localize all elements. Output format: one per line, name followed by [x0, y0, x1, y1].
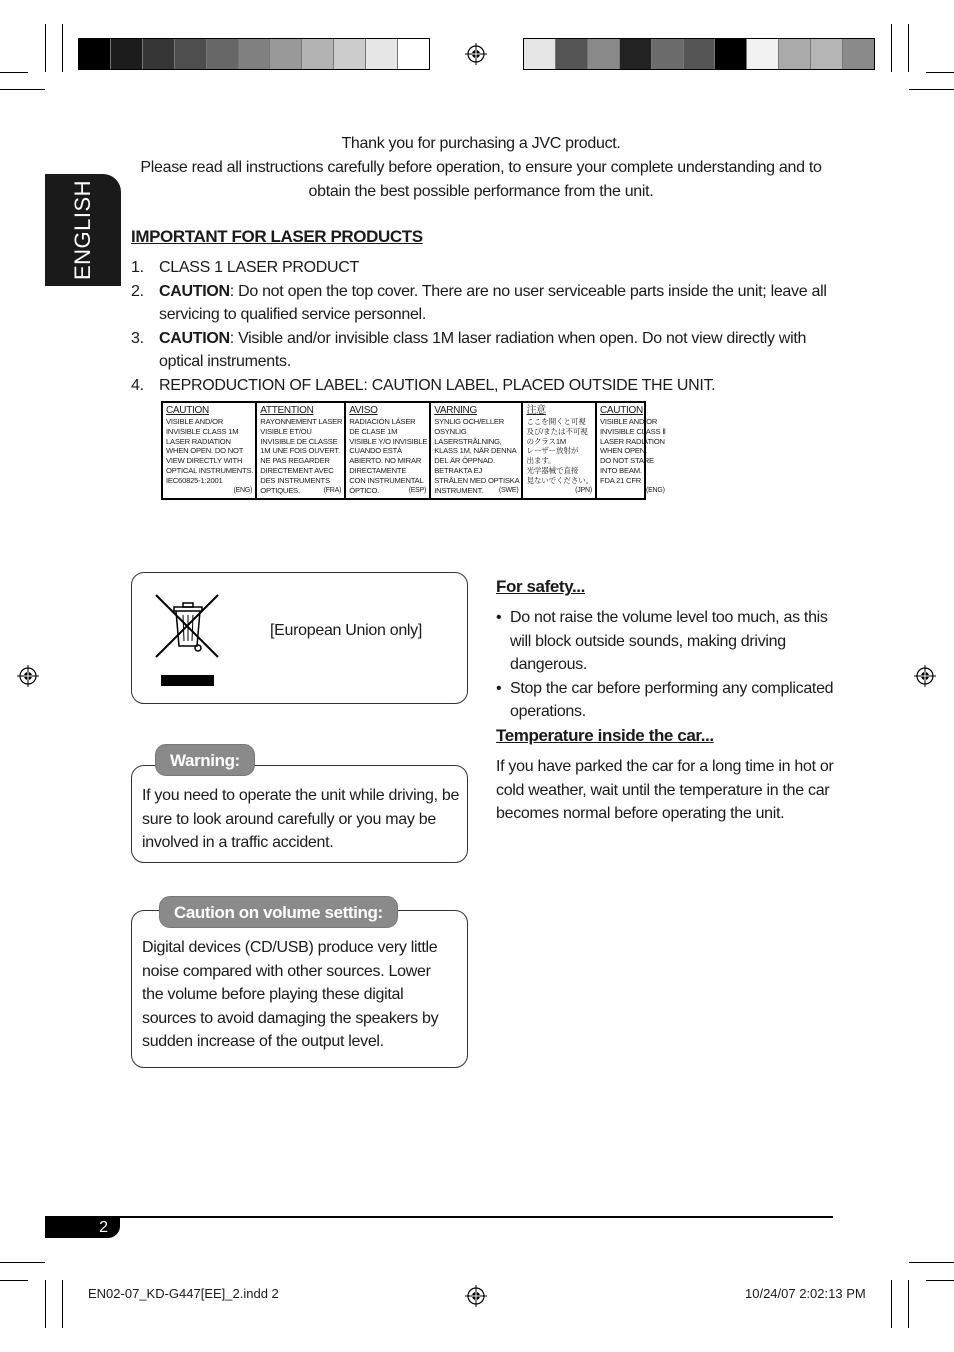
color-swatch — [588, 39, 620, 69]
registration-mark-icon — [465, 1285, 487, 1307]
color-swatch — [715, 39, 747, 69]
color-swatch — [684, 39, 716, 69]
list-text: : Do not open the top cover. There are no user serviceable parts inside the unit; leave all servicing to qualified service personnel. — [159, 282, 827, 323]
list-item — [131, 280, 831, 327]
label-language-tag: (ESP) — [408, 487, 427, 495]
volume-caution-box — [131, 910, 468, 1068]
crop-mark — [0, 72, 28, 73]
crop-mark — [45, 1280, 46, 1328]
label-line: OPTICAL INSTRUMENTS. — [166, 465, 254, 475]
language-tab — [45, 174, 121, 286]
label-column — [431, 403, 523, 498]
label-line: LASER RADIATION — [166, 436, 231, 446]
crop-mark — [908, 1280, 909, 1328]
label-line: DIRECTEMENT AVEC — [260, 465, 334, 475]
label-line: ÓPTICO. — [349, 485, 380, 495]
label-line: LASER RADIATION — [600, 436, 665, 446]
label-line: 1M UNE FOIS OUVERT. — [260, 446, 340, 456]
color-swatch — [79, 39, 111, 69]
label-line: のクラス1M — [526, 436, 566, 446]
eu-disposal-box — [131, 572, 468, 704]
slug-date: 10/24/07 2:02:13 PM — [745, 1286, 866, 1301]
color-swatch — [620, 39, 652, 69]
eu-bar — [161, 675, 214, 686]
label-line: LASERSTRÅLNING, — [434, 436, 502, 446]
laser-heading: IMPORTANT FOR LASER PRODUCTS — [131, 227, 423, 246]
label-line: DES INSTRUMENTS — [260, 475, 330, 485]
list-item — [131, 256, 831, 280]
label-column — [163, 403, 257, 498]
color-swatch — [207, 39, 239, 69]
color-swatch — [111, 39, 143, 69]
warning-text: If you need to operate the unit while driving, be sure to look around carefully or you may be involved in a traffic accident. — [142, 787, 460, 851]
list-number: 2. — [131, 282, 144, 300]
label-line: 出ます。 — [526, 456, 556, 466]
label-language-tag: (ENG) — [645, 487, 665, 495]
laser-caution-label — [161, 401, 666, 500]
color-swatch — [143, 39, 175, 69]
crop-mark — [926, 1280, 954, 1281]
label-line: ABIERTO. NO MIRAR — [349, 456, 422, 466]
color-swatch — [302, 39, 334, 69]
list-item: • Stop the car before performing any complicated operations. — [496, 677, 836, 724]
crop-mark — [926, 72, 954, 73]
label-line: CUANDO ESTÁ — [349, 446, 402, 456]
list-item — [131, 327, 831, 374]
warning-title: Warning: — [155, 744, 255, 776]
label-column — [257, 403, 346, 498]
color-swatch — [556, 39, 588, 69]
crop-mark — [45, 24, 46, 72]
crop-mark — [62, 24, 63, 72]
label-line: レーザー放射が — [526, 446, 579, 456]
label-column — [346, 403, 431, 498]
color-swatch — [843, 39, 874, 69]
label-line: BETRAKTA EJ — [434, 465, 483, 475]
label-line: VISIBLE AND/OR — [600, 417, 658, 426]
page-number: 2 — [45, 1218, 120, 1238]
intro-line-1: Thank you for purchasing a JVC product. — [341, 135, 621, 152]
label-column — [597, 403, 668, 498]
color-swatch — [398, 39, 429, 69]
label-line: DE CLASE 1M — [349, 426, 398, 436]
list-number: 3. — [131, 329, 144, 347]
list-text: CLASS 1 LASER PRODUCT — [159, 259, 359, 276]
crop-mark — [909, 1262, 954, 1263]
list-bold: CAUTION — [159, 282, 230, 300]
label-column-title: ATTENTION — [260, 405, 314, 416]
language-tab-label: ENGLISH — [70, 179, 95, 281]
crossed-out-wheelie-bin-icon — [152, 591, 222, 661]
registration-mark-icon — [465, 43, 487, 65]
warning-box — [131, 765, 468, 863]
color-swatch — [652, 39, 684, 69]
crop-mark — [909, 89, 954, 90]
label-line: WHEN OPEN. DO NOT — [166, 446, 244, 456]
color-swatch — [270, 39, 302, 69]
label-column-title: AVISO — [349, 405, 378, 416]
label-column-title: CAUTION — [166, 405, 209, 416]
color-swatch — [779, 39, 811, 69]
crop-mark — [0, 1280, 28, 1281]
list-text: : Visible and/or invisible class 1M laser radiation when open. Do not view directly with optical instruments. — [159, 329, 807, 370]
label-line: RADIACIÓN LÁSER — [349, 417, 416, 426]
label-line: INVISIBLE CLASS 1M — [166, 426, 239, 436]
label-language-tag: (JPN) — [575, 487, 593, 495]
label-line: SYNLIG OCH/ELLER — [434, 417, 505, 426]
footer-rule — [45, 1216, 833, 1218]
color-swatch — [175, 39, 207, 69]
label-language-tag: (FRA) — [323, 487, 342, 495]
label-line: DIRECTAMENTE — [349, 465, 407, 475]
label-line: OPTIQUES. — [260, 485, 300, 495]
label-line: 見ないでください。 — [526, 475, 594, 485]
crop-mark — [62, 1280, 63, 1328]
label-line: NE PAS REGARDER — [260, 456, 330, 466]
eu-text: [European Union only] — [270, 622, 423, 639]
label-line: 及び/または不可視 — [526, 426, 588, 436]
slug-file: EN02-07_KD-G447[EE]_2.indd 2 — [88, 1286, 279, 1301]
list-number: 1. — [131, 259, 144, 276]
list-item: • Do not raise the volume level too much, as this will block outside sounds, making driving dangerous. — [496, 606, 836, 677]
temperature-text: If you have parked the car for a long time in hot or cold weather, wait until the temperature in the car becomes normal before operating the unit. — [496, 758, 834, 822]
label-line: CON INSTRUMENTAL — [349, 475, 424, 485]
temperature-heading: Temperature inside the car... — [496, 726, 714, 745]
label-line: VISIBLE AND/OR — [166, 417, 224, 426]
color-swatch — [747, 39, 779, 69]
label-line: IEC60825-1:2001 — [166, 475, 223, 485]
color-swatch — [524, 39, 556, 69]
label-line: INSTRUMENT. — [434, 485, 484, 495]
label-column-title: VARNING — [434, 405, 477, 416]
volume-text: Digital devices (CD/USB) produce very little noise compared with other sources. Lower the volume before playing these digital sources to avoid damaging the speakers by sudden increase of the output level. — [142, 939, 439, 1050]
list-text: REPRODUCTION OF LABEL: CAUTION LABEL, PLACED OUTSIDE THE UNIT. — [159, 376, 716, 394]
label-language-tag: (ENG) — [233, 487, 253, 495]
list-bold: CAUTION — [159, 329, 230, 347]
label-line: VISIBLE ET/OU — [260, 426, 312, 436]
label-line: OSYNLIG — [434, 426, 467, 436]
crop-mark — [908, 24, 909, 72]
label-line: WHEN OPEN. — [600, 446, 647, 456]
color-bar-right — [523, 38, 875, 70]
crop-mark — [891, 24, 892, 72]
label-line: VIEW DIRECTLY WITH — [166, 456, 243, 466]
label-line: FDA 21 CFR — [600, 475, 642, 485]
label-line: DO NOT STARE — [600, 456, 654, 466]
label-line: INTO BEAM. — [600, 465, 642, 475]
safety-list — [496, 606, 836, 724]
label-column — [523, 403, 597, 498]
color-swatch — [366, 39, 398, 69]
crop-mark — [0, 89, 45, 90]
label-column-title: 注意 — [526, 405, 546, 416]
label-line: 光学器械で直接 — [526, 465, 579, 475]
label-line: RAYONNEMENT LASER — [260, 417, 343, 426]
label-line: DEL ÄR ÖPPNAD. — [434, 456, 495, 466]
registration-mark-icon — [17, 665, 39, 687]
color-swatch — [239, 39, 271, 69]
crop-mark — [0, 1262, 45, 1263]
label-line: INVISIBLE CLASS Ⅱ — [600, 426, 666, 436]
registration-mark-icon — [914, 665, 936, 687]
color-swatch — [811, 39, 843, 69]
color-bar-left — [78, 38, 430, 70]
color-swatch — [334, 39, 366, 69]
crop-mark — [891, 1280, 892, 1328]
label-column-title: CAUTION — [600, 405, 643, 416]
label-line: STRÅLEN MED OPTISKA — [434, 475, 520, 485]
label-line: VISIBLE Y/O INVISIBLE — [349, 436, 428, 446]
list-item — [131, 374, 831, 398]
list-number: 4. — [131, 376, 144, 394]
intro — [120, 132, 842, 204]
label-line: INVISIBLE DE CLASSE — [260, 436, 338, 446]
label-language-tag: (SWE) — [498, 487, 519, 495]
intro-line-2: Please read all instructions carefully before operation, to ensure your complete understanding and to obtain the best possible performance from the unit. — [140, 159, 822, 200]
laser-list — [131, 256, 831, 397]
safety-heading: For safety... — [496, 577, 585, 596]
volume-title: Caution on volume setting: — [159, 896, 398, 928]
label-line: KLASS 1M, NÄR DENNA — [434, 446, 517, 456]
label-line: ここを開くと可視 — [526, 417, 586, 426]
